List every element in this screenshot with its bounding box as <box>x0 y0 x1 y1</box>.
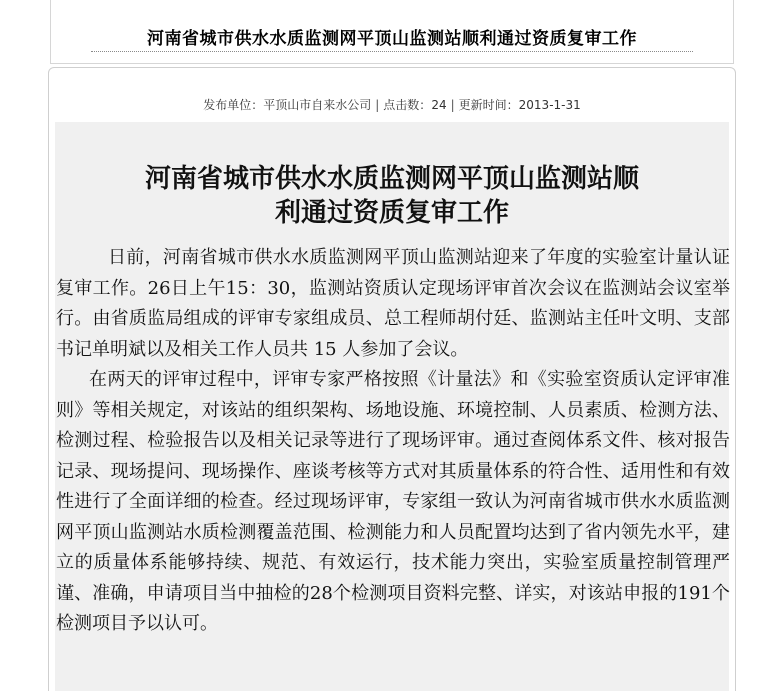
dotted-divider <box>91 51 693 52</box>
header-title: 河南省城市供水水质监测网平顶山监测站顺利通过资质复审工作 <box>147 29 637 49</box>
article-panel <box>48 67 736 691</box>
meta-separator: | <box>375 98 380 112</box>
article-paragraph: 在两天的评审过程中，评审专家严格按照《计量法》和《实验室资质认定评审准则》等相关规定，对该站的组织架构、场地设施、环境控制、人员素质、检测方法、检测过程、检验报告以及相关记录等进行了现场评审。通过查阅体系文件、核对报告记录、现场提问、现场操作、座谈考核等方式对其质量体系的符合性、适用性和有效性进行了全面详细的检查。经过现场评审，专家组一致认为河南省城市供水水质监测网平顶山监测站水质检测覆盖范围、检测能力和人员配置均达到了省内领先水平，建立的质量体系能够持续、规范、有效运行，技术能力突出，实验室质量控制管理严谨、准确，申请项目当中抽检的28个检测项目资料完整、详实，对该站申报的191个检测项目予以认可。 <box>56 369 730 634</box>
article-title-line: 河南省城市供水水质监测网平顶山监测站顺 <box>144 164 639 194</box>
publisher-value: 平顶山市自来水公司 <box>263 98 372 112</box>
clicks-value: 24 <box>431 98 447 112</box>
article-meta <box>49 96 735 113</box>
article-body <box>56 243 730 640</box>
header-panel <box>50 0 734 64</box>
meta-separator: | <box>450 98 455 112</box>
article-title <box>55 162 729 230</box>
clicks-label: 点击数： <box>383 98 432 112</box>
updated-label: 更新时间： <box>458 98 519 112</box>
article-paragraph: 日前，河南省城市供水水质监测网平顶山监测站迎来了年度的实验室计量认证复审工作。26日上午15：30，监测站资质认定现场评审首次会议在监测站会议室举行。由省质监局组成的评审专家组成员、总工程师胡付廷、监测站主任叶文明、支部书记单明斌以及相关工作人员共 15 人参加了会议。 <box>56 247 730 360</box>
publisher-label: 发布单位： <box>203 98 264 112</box>
article-title-line: 利通过资质复审工作 <box>274 198 509 228</box>
updated-value: 2013-1-31 <box>518 98 581 112</box>
